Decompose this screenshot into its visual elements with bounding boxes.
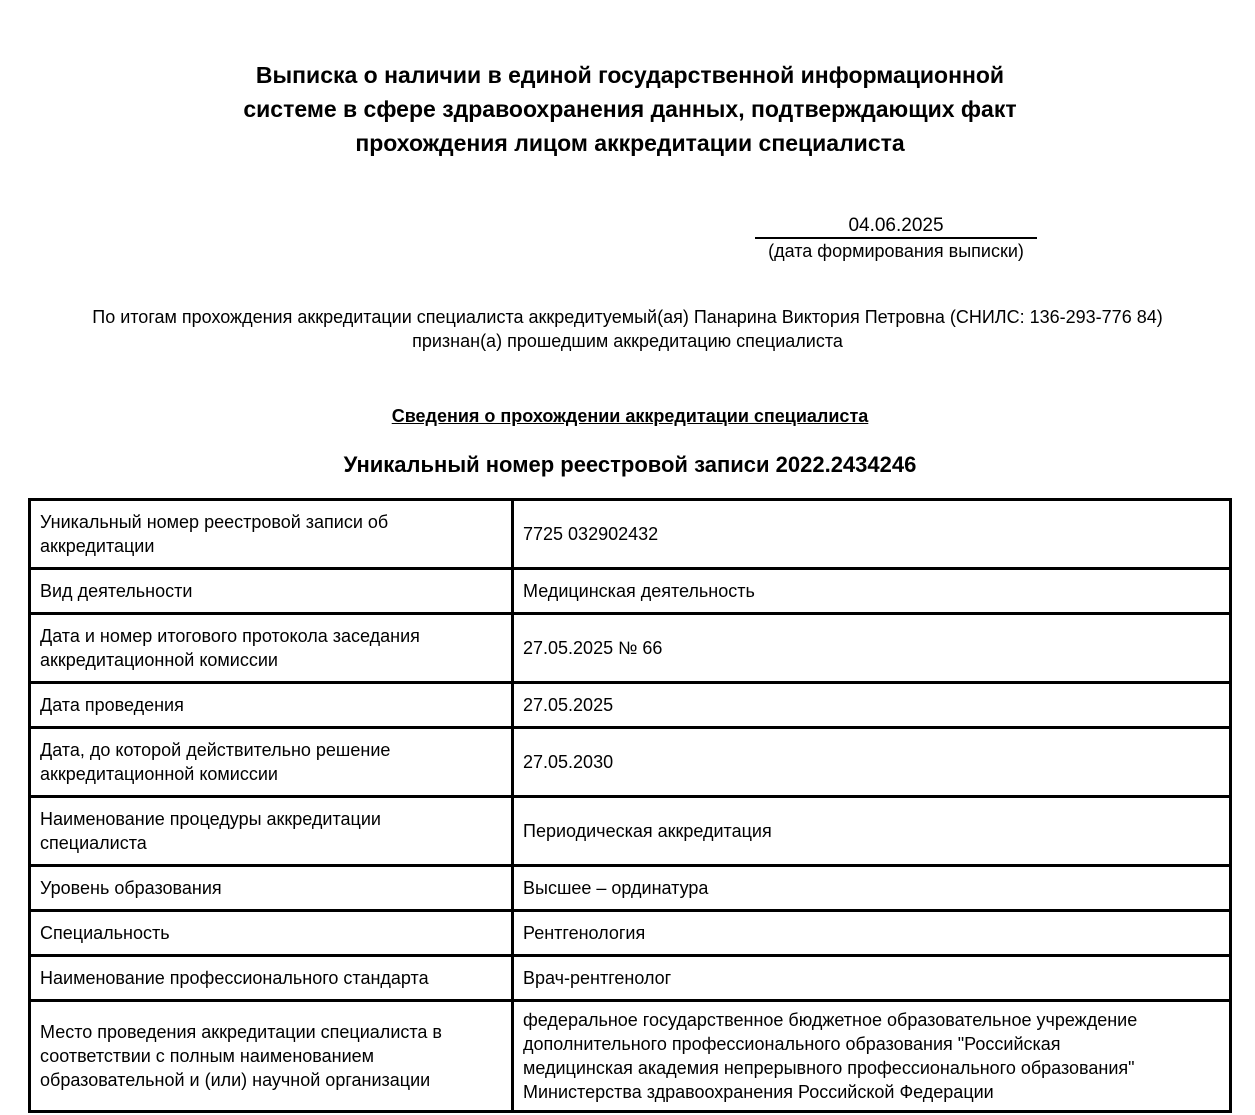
row-value-line: Министерства здравоохранения Российской Федерации	[523, 1082, 994, 1102]
table-row	[30, 500, 1231, 569]
registry-number-heading: Уникальный номер реестровой записи 2022.2434246	[343, 452, 917, 477]
table-row	[30, 614, 1231, 683]
row-value	[513, 500, 1231, 569]
table-row	[30, 728, 1231, 797]
accreditation-details-table	[28, 498, 1232, 1113]
table-row	[30, 911, 1231, 956]
row-value	[513, 866, 1231, 911]
row-label-line: Дата, до которой действительно решение	[40, 740, 391, 760]
summary-line: признан(а) прошедшим аккредитацию специалиста	[412, 331, 843, 351]
row-label-line: Место проведения аккредитации специалиста в	[40, 1022, 442, 1042]
row-value	[513, 797, 1231, 866]
row-label	[30, 728, 513, 797]
row-label	[30, 797, 513, 866]
row-label-line: аккредитационной комиссии	[40, 650, 278, 670]
row-value-line: Медицинская деятельность	[523, 581, 755, 601]
row-label	[30, 569, 513, 614]
section-heading: Сведения о прохождении аккредитации специалиста	[391, 406, 869, 426]
document-title-line: системе в сфере здравоохранения данных, подтверждающих факт	[243, 96, 1017, 122]
row-value	[513, 1001, 1231, 1112]
row-label	[30, 1001, 513, 1112]
row-label-line: Дата проведения	[40, 695, 184, 715]
table-row	[30, 683, 1231, 728]
row-value	[513, 569, 1231, 614]
row-value-line: Периодическая аккредитация	[523, 821, 772, 841]
row-label-line: Дата и номер итогового протокола заседания	[40, 626, 420, 646]
row-label-line: образовательной и (или) научной организации	[40, 1070, 431, 1090]
row-label	[30, 614, 513, 683]
row-label-line: специалиста	[40, 833, 147, 853]
row-value-line: 27.05.2025 № 66	[523, 638, 663, 658]
row-value-line: дополнительного профессионального образования "Российская	[523, 1034, 1061, 1054]
row-value-line: 7725 032902432	[523, 524, 659, 544]
row-label-line: Наименование профессионального стандарта	[40, 968, 429, 988]
row-value-line: Высшее – ординатура	[523, 878, 709, 898]
issue-date-block	[755, 215, 1037, 263]
document-title-line: Выписка о наличии в единой государственной информационной	[255, 62, 1005, 88]
table-row	[30, 797, 1231, 866]
row-value	[513, 614, 1231, 683]
issue-date-caption: (дата формирования выписки)	[768, 241, 1024, 261]
row-value-line: Врач-рентгенолог	[523, 968, 672, 988]
row-label	[30, 866, 513, 911]
row-label-line: аккредитационной комиссии	[40, 764, 278, 784]
row-value	[513, 728, 1231, 797]
row-value-line: 27.05.2030	[523, 752, 614, 772]
document-title	[200, 58, 1060, 160]
table-row	[30, 1001, 1231, 1112]
issue-date: 04.06.2025	[755, 215, 1037, 239]
table-row	[30, 569, 1231, 614]
table-row	[30, 866, 1231, 911]
row-label	[30, 956, 513, 1001]
row-value	[513, 683, 1231, 728]
accreditation-summary	[20, 305, 1235, 353]
row-value-line: федеральное государственное бюджетное образовательное учреждение	[523, 1010, 1138, 1030]
row-value-line: медицинская академия непрерывного профессионального образования"	[523, 1058, 1135, 1078]
document-title-line: прохождения лицом аккредитации специалиста	[355, 130, 905, 156]
row-label	[30, 500, 513, 569]
row-value-line: Рентгенология	[523, 923, 646, 943]
summary-line: По итогам прохождения аккредитации специалиста аккредитуемый(ая) Панарина Виктория Петровна (СНИЛС: 136-293-776 84)	[92, 307, 1163, 327]
row-label-line: Вид деятельности	[40, 581, 193, 601]
row-label-line: Уровень образования	[40, 878, 222, 898]
row-value	[513, 911, 1231, 956]
row-label-line: аккредитации	[40, 536, 155, 556]
row-label-line: Уникальный номер реестровой записи об	[40, 512, 389, 532]
row-value-line: 27.05.2025	[523, 695, 614, 715]
row-label	[30, 683, 513, 728]
row-label-line: Специальность	[40, 923, 170, 943]
table-row	[30, 956, 1231, 1001]
row-label-line: соответствии с полным наименованием	[40, 1046, 375, 1066]
row-label-line: Наименование процедуры аккредитации	[40, 809, 381, 829]
row-label	[30, 911, 513, 956]
row-value	[513, 956, 1231, 1001]
